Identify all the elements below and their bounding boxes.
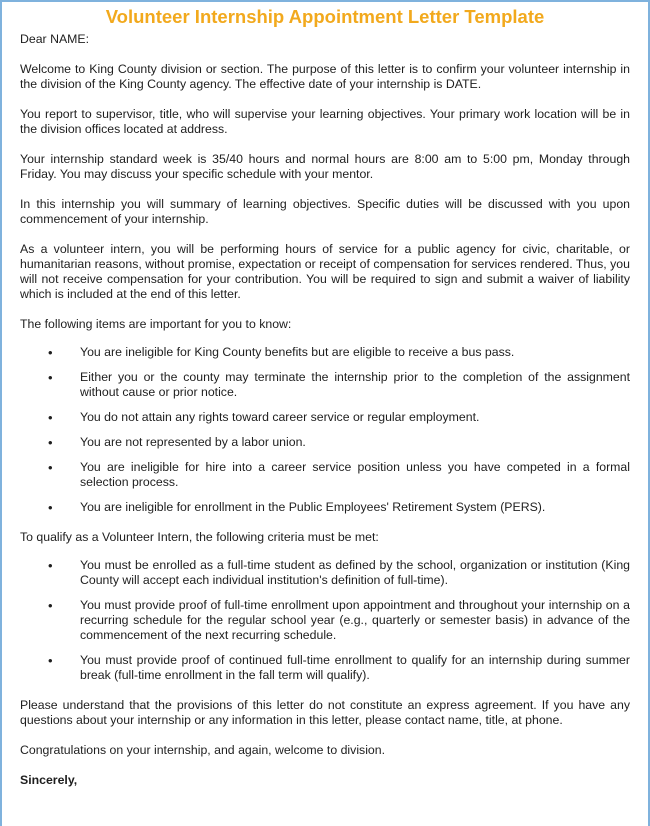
list-item (20, 653, 630, 683)
document-title (20, 2, 630, 46)
paragraph-supervisor: You report to supervisor, title, who will supervise your learning objectives. Your primary work location will be in the division offices located at address. (20, 107, 630, 136)
bullet-icon: • (48, 345, 53, 360)
list-item (20, 370, 630, 400)
list-item (20, 435, 630, 450)
bullet-icon: • (48, 500, 53, 515)
list-item-text: You must be enrolled as a full-time student as defined by the school, organization or institution (King County will accept each individual institution's definition of full-time). (80, 558, 630, 587)
list-item (20, 598, 630, 643)
paragraph-agreement: Please understand that the provisions of this letter do not constitute an express agreement. If you have any questions about your internship or any information in this letter, please contact name, title, at phone. (20, 698, 630, 727)
document-title-text: Volunteer Internship Appointment Letter Template (105, 6, 545, 27)
bullet-icon: • (48, 653, 53, 668)
bullet-icon: • (48, 435, 53, 450)
bullet-icon: • (48, 460, 53, 475)
list-item (20, 410, 630, 425)
important-items-list (20, 345, 630, 515)
list-item-text: You are not represented by a labor union. (80, 435, 306, 449)
list-item (20, 558, 630, 588)
paragraph-hours: Your internship standard week is 35/40 hours and normal hours are 8:00 am to 5:00 pm, Monday through Friday. You may discuss your specific schedule with your mentor. (20, 152, 630, 181)
list-item-text: You are ineligible for hire into a career service position unless you have competed in a formal selection process. (80, 460, 630, 489)
list-item-text: You are ineligible for King County benefits but are eligible to receive a bus pass. (80, 345, 515, 359)
criteria-intro: To qualify as a Volunteer Intern, the following criteria must be met: (20, 530, 379, 544)
bullet-icon: • (48, 370, 53, 385)
letter-page (20, 2, 630, 788)
list-item (20, 460, 630, 490)
list-item-text: Either you or the county may terminate the internship prior to the completion of the assignment without cause or prior notice. (80, 370, 630, 399)
signoff: Sincerely, (20, 773, 78, 787)
criteria-list (20, 558, 630, 683)
bullet-icon: • (48, 598, 53, 613)
list-item-text: You do not attain any rights toward career service or regular employment. (80, 410, 480, 424)
list-item (20, 345, 630, 360)
paragraph-welcome: Welcome to King County division or section. The purpose of this letter is to confirm your volunteer internship in the division of the King County agency. The effective date of your internship is DATE. (20, 62, 630, 91)
paragraph-objectives: In this internship you will summary of learning objectives. Specific duties will be discussed with you upon commencement of your internship. (20, 197, 630, 226)
paragraph-volunteer: As a volunteer intern, you will be performing hours of service for a public agency for civic, charitable, or humanitarian reasons, without promise, expectation or receipt of compensation for services rendered. Thus, you will not receive compensation for your contribution. You will be required to sign and submit a waiver of liability which is included at the end of this letter. (20, 242, 630, 301)
bullet-icon: • (48, 410, 53, 425)
paragraph-congratulations: Congratulations on your internship, and again, welcome to division. (20, 743, 386, 757)
important-items-intro: The following items are important for you to know: (20, 317, 292, 331)
list-item-text: You must provide proof of continued full-time enrollment to qualify for an internship during summer break (full-time enrollment in the fall term will qualify). (80, 653, 630, 682)
greeting: Dear NAME: (20, 32, 90, 46)
list-item-text: You are ineligible for enrollment in the Public Employees' Retirement System (PERS). (80, 500, 546, 514)
bullet-icon: • (48, 558, 53, 573)
list-item-text: You must provide proof of full-time enrollment upon appointment and throughout your internship on a recurring schedule for the regular school year (e.g., quarterly or semester basis) in advance of the commencement of the next recurring schedule. (80, 598, 630, 642)
list-item (20, 500, 630, 515)
